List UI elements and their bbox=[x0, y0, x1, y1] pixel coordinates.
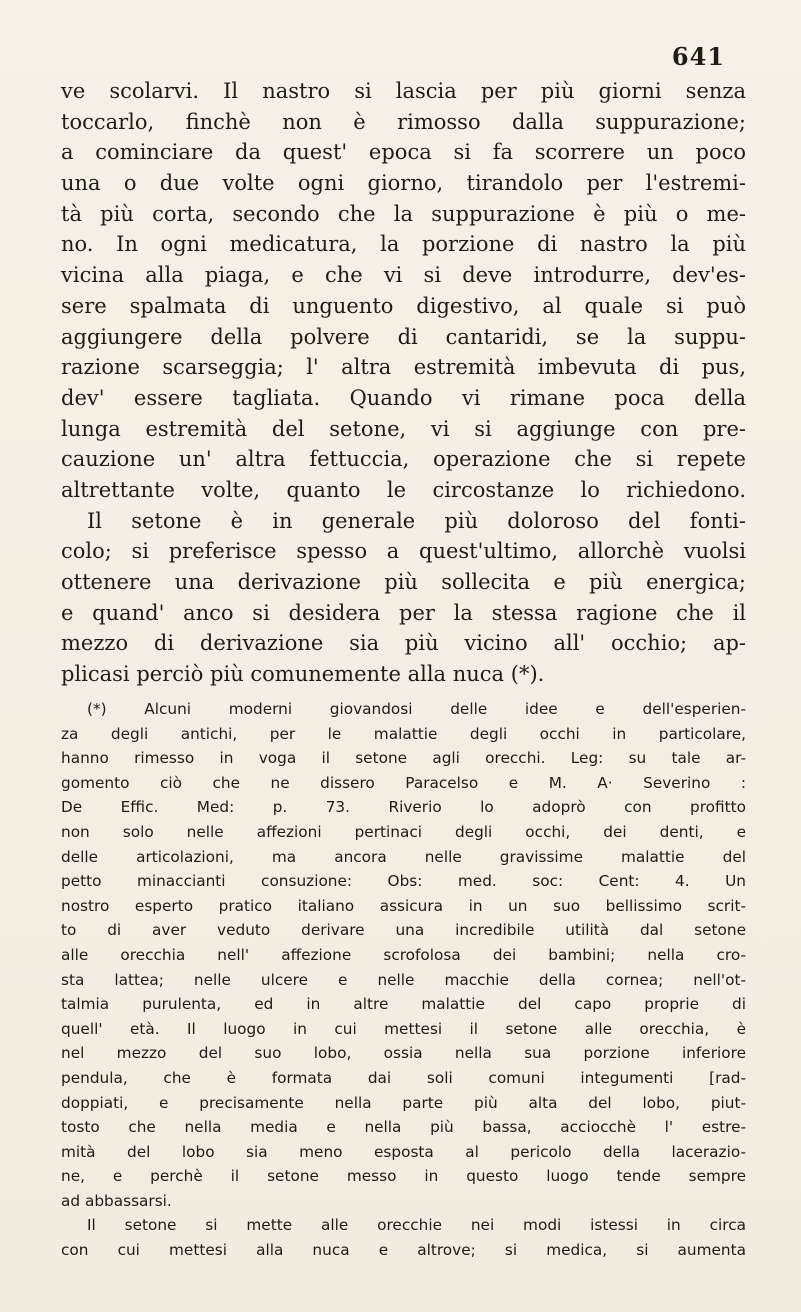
main-text-line: toccarlo, finchè non è rimosso dalla suppurazione; bbox=[61, 109, 746, 134]
footnote-line: pendula, che è formata dai soli comuni integumenti [rad- bbox=[61, 1068, 746, 1087]
footnote-block bbox=[61, 697, 746, 1263]
footnote-line: hanno rimesso in voga il setone agli orecchi. Leg: su tale ar- bbox=[61, 749, 746, 768]
footnote-line: con cui mettesi alla nuca e altrove; si medica, si aumenta bbox=[61, 1241, 746, 1260]
footnote-line: petto minaccianti consuzione: Obs: med. soc: Cent: 4. Un bbox=[61, 872, 746, 891]
main-text-line: aggiungere della polvere di cantaridi, se la suppu- bbox=[61, 324, 746, 349]
main-text-block bbox=[61, 76, 746, 690]
main-text-line: altrettante volte, quanto le circostanze lo richiedono. bbox=[61, 477, 746, 502]
footnote-line: Il setone si mette alle orecchie nei modi istessi in circa bbox=[87, 1216, 746, 1235]
footnote-line: gomento ciò che ne dissero Paracelso e M. A· Severino : bbox=[61, 773, 746, 792]
page-number: 641 bbox=[671, 42, 725, 71]
footnote-line: doppiati, e precisamente nella parte più alta del lobo, piut- bbox=[61, 1093, 746, 1112]
footnote-line: to di aver veduto derivare una incredibile utilità dal setone bbox=[61, 921, 746, 940]
main-text-line: mezzo di derivazione sia più vicino all' occhio; ap- bbox=[61, 631, 746, 656]
footnote-line: ad abbassarsi. bbox=[61, 1191, 172, 1210]
footnote-line: talmia purulenta, ed in altre malattie del capo proprie di bbox=[61, 995, 746, 1014]
footnote-line: tosto che nella media e nella più bassa, acciocchè l' estre- bbox=[61, 1118, 746, 1137]
main-text-line: colo; si preferisce spesso a quest'ultimo, allorchè vuolsi bbox=[61, 539, 746, 564]
main-text-line: razione scarseggia; l' altra estremità imbevuta di pus, bbox=[61, 355, 746, 380]
footnote-line: ne, e perchè il setone messo in questo luogo tende sempre bbox=[61, 1167, 746, 1186]
footnote-line: nel mezzo del suo lobo, ossia nella sua porzione inferiore bbox=[61, 1044, 746, 1063]
main-text-line: sere spalmata di unguento digestivo, al quale si può bbox=[61, 293, 746, 318]
footnote-line: quell' età. Il luogo in cui mettesi il setone alle orecchia, è bbox=[61, 1019, 746, 1038]
main-text-line: ottenere una derivazione più sollecita e più energica; bbox=[61, 570, 746, 594]
main-text-line: no. In ogni medicatura, la porzione di nastro la più bbox=[61, 232, 746, 257]
footnote-line: za degli antichi, per le malattie degli occhi in particolare, bbox=[61, 724, 746, 743]
main-text-line: lunga estremità del setone, vi si aggiunge con pre- bbox=[61, 416, 746, 441]
footnote-line: De Effic. Med: p. 73. Riverio lo adoprò con profitto bbox=[61, 798, 746, 817]
footnote-line: alle orecchia nell' affezione scrofolosa dei bambini; nella cro- bbox=[61, 945, 746, 964]
main-text-line: cauzione un' altra fettuccia, operazione che si repete bbox=[61, 447, 746, 472]
main-text-line: a cominciare da quest' epoca si fa scorrere un poco bbox=[61, 140, 746, 165]
footnote-line: sta lattea; nelle ulcere e nelle macchie della cornea; nell'ot- bbox=[61, 970, 746, 989]
main-text-line: vicina alla piaga, e che vi si deve introdurre, dev'es- bbox=[61, 263, 746, 288]
main-text-line: tà più corta, secondo che la suppurazione è più o me- bbox=[61, 201, 746, 226]
footnote-line: non solo nelle affezioni pertinaci degli occhi, dei denti, e bbox=[61, 822, 746, 841]
main-text-line: Il setone è in generale più doloroso del fonti- bbox=[87, 508, 746, 533]
footnote-line: mità del lobo sia meno esposta al pericolo della lacerazio- bbox=[61, 1142, 746, 1161]
main-text-line: plicasi perciò più comunemente alla nuca (*). bbox=[61, 662, 545, 687]
footnote-line: (*) Alcuni moderni giovandosi delle idee e dell'esperien- bbox=[87, 700, 746, 718]
main-text-line: e quand' anco si desidera per la stessa ragione che il bbox=[61, 600, 746, 625]
footnote-line: nostro esperto pratico italiano assicura in un suo bellissimo scrit- bbox=[61, 896, 746, 915]
main-text-line: ve scolarvi. Il nastro si lascia per più giorni senza bbox=[61, 79, 746, 103]
footnote-line: delle articolazioni, ma ancora nelle gravissime malattie del bbox=[61, 847, 746, 866]
main-text-line: una o due volte ogni giorno, tirandolo per l'estremi- bbox=[61, 171, 746, 196]
main-text-line: dev' essere tagliata. Quando vi rimane poca della bbox=[61, 385, 746, 410]
